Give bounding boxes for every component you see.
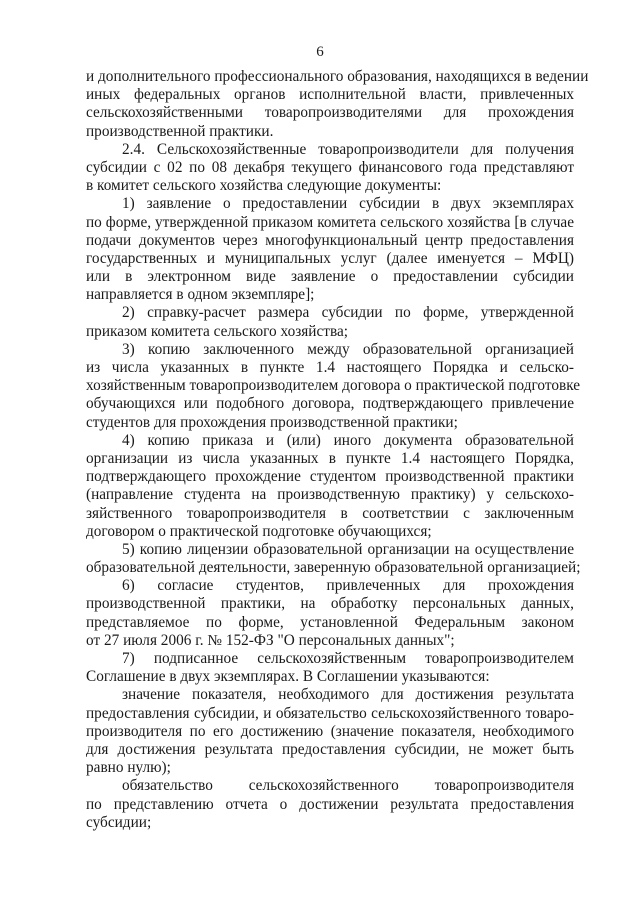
text-line: или в электронном виде заявление о предоставлении субсидии: [86, 268, 574, 286]
text-line: значение показателя, необходимого для достижения результата: [122, 686, 574, 704]
text-line: 4) копию приказа и (или) иного документа образовательной: [122, 431, 574, 449]
text-line: образовательной деятельности, заверенную образовательной организацией;: [86, 559, 581, 577]
text-line: 2.4. Сельскохозяйственные товаропроизводители для получения: [122, 140, 574, 158]
document-body: [86, 68, 589, 832]
text-line: представляемое по форме, установленной Федеральным законом: [86, 613, 574, 631]
paragraph-continuation: [86, 68, 589, 141]
text-line: 5) копию лицензии образовательной организации на осуществление: [122, 540, 574, 558]
paragraph-item-3: [86, 340, 581, 432]
text-line: производителя по его достижению (значение показателя, необходимого: [86, 722, 574, 740]
text-line: равно нулю);: [86, 759, 171, 777]
text-line: подтверждающего прохождение студентом производственной практики: [86, 468, 574, 486]
text-line: и дополнительного профессионального образования, находящихся в ведении: [86, 68, 589, 85]
text-line: организации из числа указанных в пункте 1.4 настоящего Порядка,: [86, 449, 574, 467]
paragraph-item-1: [86, 195, 574, 304]
text-line: договором о практической подготовке обучающихся;: [86, 522, 432, 540]
text-line: направляется в одном экземпляре];: [86, 286, 315, 304]
text-line: государственных и муниципальных услуг (далее именуется – МФЦ): [86, 249, 574, 267]
text-line: по представлению отчета о достижении результата предоставления: [86, 795, 574, 813]
paragraph-2-4: [86, 141, 574, 196]
text-line: хозяйственным товаропроизводителем договора о практической подготовке: [86, 377, 581, 395]
paragraph-item-4: [86, 432, 574, 541]
text-line: производственной практики.: [86, 122, 274, 140]
paragraph-item-7: [86, 650, 574, 686]
text-line: по форме, утвержденной приказом комитета сельского хозяйства [в случае: [86, 213, 574, 231]
text-line: из числа указанных в пункте 1.4 настоящего Порядка и сельско-: [86, 359, 574, 376]
text-line: субсидии;: [86, 813, 152, 831]
text-line: студентов для прохождения производственной практики;: [86, 413, 458, 431]
text-line: в комитет сельского хозяйства следующие документы:: [86, 177, 442, 195]
text-line: обязательство сельскохозяйственного товаропроизводителя: [122, 777, 574, 795]
text-line: субсидии с 02 по 08 декабря текущего финансового года представляют: [86, 158, 574, 176]
paragraph-item-2: [86, 304, 574, 340]
text-line: (направление студента на производственную практику) у сельскохо-: [86, 486, 574, 504]
page-number: 6: [316, 44, 324, 60]
text-line: 3) копию заключенного между образовательной организацией: [122, 340, 574, 358]
text-line: 6) согласие студентов, привлеченных для прохождения: [122, 577, 574, 595]
paragraph-obligation: [86, 777, 574, 832]
paragraph-item-5: [86, 540, 581, 577]
text-line: производственной практики, на обработку персональных данных,: [86, 595, 574, 613]
paragraph-item-6: [86, 577, 574, 650]
text-line: от 27 июля 2006 г. № 152-ФЗ "О персональных данных";: [86, 631, 455, 649]
text-line: иных федеральных органов исполнительной власти, привлеченных: [86, 86, 574, 104]
text-line: приказом комитета сельского хозяйства;: [86, 322, 349, 340]
text-line: для достижения результата предоставления субсидии, не может быть: [86, 740, 574, 758]
text-line: сельскохозяйственными товаропроизводителями для прохождения: [86, 104, 574, 122]
text-line: обучающихся или подобного договора, подтверждающего привлечение: [86, 395, 574, 413]
text-line: 1) заявление о предоставлении субсидии в двух экземплярах: [122, 195, 574, 213]
text-line: Соглашение в двух экземплярах. В Соглашении указываются:: [86, 668, 490, 686]
text-line: подачи документов через многофункциональный центр предоставления: [86, 231, 574, 249]
text-line: зяйственного товаропроизводителя в соответствии с заключенным: [86, 504, 574, 522]
paragraph-indicator: [86, 686, 574, 777]
text-line: 2) справку-расчет размера субсидии по форме, утвержденной: [122, 304, 574, 322]
text-line: предоставления субсидии, и обязательство сельскохозяйственного товаро-: [86, 704, 574, 722]
text-line: 7) подписанное сельскохозяйственным товаропроизводителем: [122, 650, 574, 667]
